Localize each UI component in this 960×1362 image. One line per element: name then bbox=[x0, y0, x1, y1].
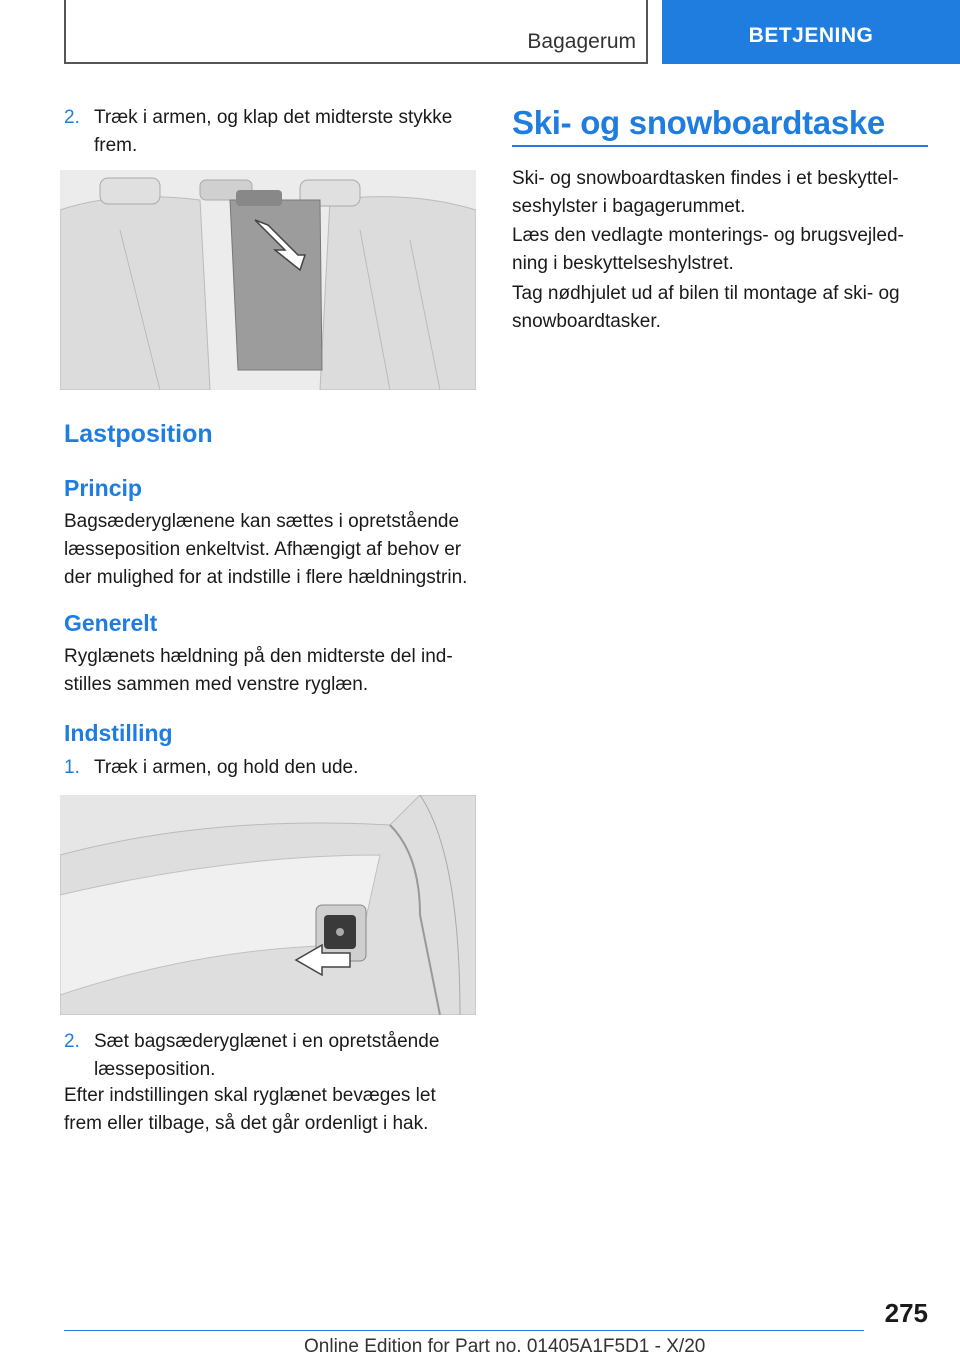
header-chapter-tab[interactable] bbox=[662, 0, 960, 64]
rear-seat-illustration bbox=[60, 170, 476, 390]
paragraph-ski-1: Ski- og snowboardtasken findes i et beskyttel‐seshylster i bagagerummet. bbox=[512, 168, 899, 217]
seat-lever-illustration bbox=[60, 795, 476, 1015]
seat-lever-drawing bbox=[60, 795, 476, 1015]
step-number: 2. bbox=[64, 107, 80, 128]
heading-underline bbox=[512, 145, 928, 147]
heading-princip: Princip bbox=[64, 475, 142, 501]
step-number: 2. bbox=[64, 1031, 80, 1052]
step-text: Sæt bagsæderyglænet i en opretstående læsseposition. bbox=[94, 1031, 440, 1080]
paragraph-after-adjust: Efter indstillingen skal ryglænet bevæges let frem eller tilbage, så det går ordenligt i hak. bbox=[64, 1085, 436, 1134]
footer-edition: Online Edition for Part no. 01405A1F5D1 - X/20 bbox=[304, 1336, 706, 1357]
heading-indstilling: Indstilling bbox=[64, 720, 173, 746]
paragraph-generelt: Ryglænets hældning på den midterste del ind‐stilles sammen med venstre ryglæn. bbox=[64, 646, 453, 695]
step-1-pull-lever bbox=[64, 754, 476, 784]
step-text: Træk i armen, og hold den ude. bbox=[94, 757, 359, 778]
header-chapter-label: BETJENING bbox=[748, 24, 874, 47]
header-section-title: Bagagerum bbox=[527, 30, 636, 53]
page-number: 275 bbox=[884, 1298, 928, 1328]
paragraph-ski-2: Læs den vedlagte monterings- og brugsvejled‐ning i beskyttelseshylstret. bbox=[512, 225, 904, 274]
rear-seat-drawing bbox=[60, 170, 476, 390]
step-2-fold-center bbox=[64, 104, 476, 164]
heading-generelt: Generelt bbox=[64, 610, 158, 636]
step-text: Træk i armen, og klap det midterste stykke frem. bbox=[94, 107, 453, 156]
paragraph-princip: Bagsæderyglænene kan sættes i opretstående læsseposition enkeltvist. Afhængigt af behov er der mulighed for at indstille i flere hældningstrin. bbox=[64, 511, 468, 588]
paragraph-ski-3: Tag nødhjulet ud af bilen til montage af ski- og snowboardtasker. bbox=[512, 283, 900, 332]
step-2-set-upright bbox=[64, 1028, 476, 1088]
heading-lastposition: Lastposition bbox=[64, 420, 213, 448]
step-number: 1. bbox=[64, 757, 80, 778]
heading-ski-snowboard-bag: Ski- og snowboardtaske bbox=[512, 104, 885, 141]
footer-rule bbox=[64, 1330, 864, 1331]
